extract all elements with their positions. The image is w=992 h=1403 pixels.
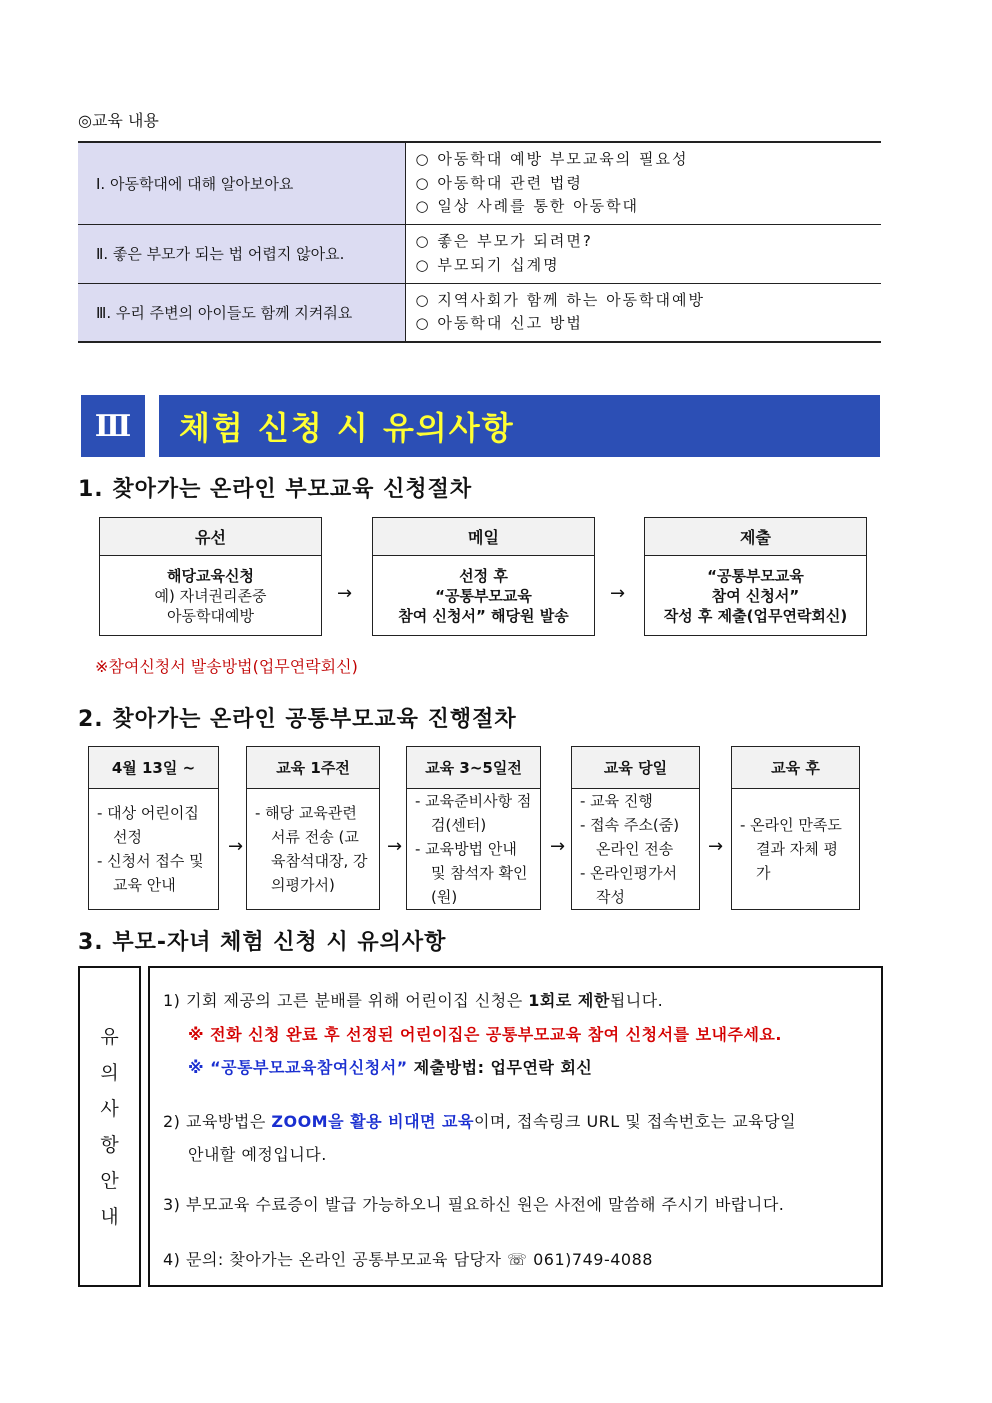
step-title: 메일	[373, 518, 594, 556]
step-title: 제출	[645, 518, 866, 556]
submission-note: ※참여신청서 발송방법(업무연락회신)	[95, 657, 358, 676]
proc2-step-2	[246, 746, 380, 910]
table-row	[78, 224, 881, 283]
notice-text: 제출방법: 업무연락 회신	[407, 1058, 593, 1077]
side-char: 의	[100, 1061, 119, 1084]
side-char: 항	[100, 1133, 119, 1156]
notice-emphasis: ※ “공통부모교육참여신청서”	[188, 1058, 408, 1077]
arrow-right-icon: →	[228, 836, 244, 857]
items-cell	[405, 224, 881, 283]
topic-cell: Ⅰ. 아동학대에 대해 알아보아요	[78, 142, 405, 224]
step-line: “공통부모교육	[707, 567, 804, 585]
proc1-heading: 1. 찾아가는 온라인 부모교육 신청절차	[78, 477, 473, 502]
notice-item-1	[163, 988, 663, 1011]
proc2-heading: 2. 찾아가는 온라인 공통부모교육 진행절차	[78, 707, 517, 732]
list-item: - 교육준비사항 점검(센터)	[415, 792, 532, 834]
table-row	[78, 142, 881, 224]
list-item: - 접속 주소(줌) 온라인 전송	[580, 816, 680, 858]
notice-emphasis: 1회로 제한	[528, 991, 610, 1010]
notice-text: 2) 교육방법은	[163, 1112, 272, 1131]
step-body	[645, 556, 866, 636]
side-char: 안	[100, 1169, 119, 1192]
step-title: 교육 3~5일전	[407, 747, 540, 789]
side-char: 유	[100, 1025, 119, 1048]
notice-text: 됩니다.	[609, 991, 664, 1010]
step-title: 유선	[100, 518, 321, 556]
step-body	[100, 556, 321, 636]
side-char: 내	[100, 1205, 119, 1228]
proc1-step-mail	[372, 517, 595, 636]
list-item: ○ 아동학대 신고 방법	[415, 314, 583, 333]
proc2-step-5	[731, 746, 860, 910]
notice-item-2-cont: 안내할 예정입니다.	[188, 1145, 327, 1164]
step-body	[732, 789, 859, 909]
step-title: 교육 후	[732, 747, 859, 789]
items-cell	[405, 142, 881, 224]
step-body	[373, 556, 594, 636]
notice-content-box	[148, 966, 883, 1287]
step-body	[247, 789, 379, 909]
step-line: 아동학대예방	[167, 607, 254, 625]
step-body	[89, 789, 218, 909]
list-item: - 대상 어린이집 선정	[97, 804, 199, 846]
proc2-step-4	[571, 746, 700, 910]
proc1-step-phone	[99, 517, 322, 636]
list-item: ○ 아동학대 예방 부모교육의 필요성	[415, 150, 689, 168]
proc1-step-submit	[644, 517, 867, 636]
list-item: - 온라인평가서 작성	[580, 864, 678, 906]
list-item: - 해당 교육관련 서류 전송 (교육참석대장, 강의평가서)	[255, 804, 368, 894]
edu-contents-table	[78, 141, 881, 343]
step-title: 4월 13일 ~	[89, 747, 218, 789]
list-item: ○ 좋은 부모가 되려면?	[415, 232, 593, 250]
step-line: 선정 후	[459, 567, 508, 585]
step-title: 교육 1주전	[247, 747, 379, 789]
notice-sub-1: ※ 전화 신청 완료 후 선정된 어린이집은 공통부모교육 참여 신청서를 보내주세요.	[188, 1025, 782, 1044]
list-item: ○ 아동학대 관련 법령	[415, 173, 583, 192]
list-item: ○ 일상 사례를 통한 아동학대	[415, 197, 640, 215]
list-item: ○ 부모되기 십계명	[415, 255, 560, 274]
notice-item-4: 4) 문의: 찾아가는 온라인 공통부모교육 담당자 ☏ 061)749-4088	[163, 1250, 653, 1269]
list-item: - 온라인 만족도 결과 자체 평가	[740, 816, 842, 882]
notice-item-3: 3) 부모교육 수료증이 발급 가능하오니 필요하신 원은 사전에 말씀해 주시기 바랍니다.	[163, 1195, 785, 1214]
arrow-right-icon: →	[708, 836, 724, 857]
items-cell	[405, 283, 881, 342]
notice-text: 1) 기회 제공의 고른 분배를 위해 어린이집 신청은	[163, 991, 529, 1010]
notice-text: 이며, 접속링크 URL 및 접속번호는 교육당일	[473, 1112, 797, 1131]
step-body	[572, 789, 699, 909]
topic-cell: Ⅱ. 좋은 부모가 되는 법 어렵지 않아요.	[78, 224, 405, 283]
step-body	[407, 789, 540, 909]
notice-side-label	[78, 966, 141, 1287]
step-title: 교육 당일	[572, 747, 699, 789]
list-item: - 신청서 접수 및 교육 안내	[97, 852, 204, 894]
edu-contents-heading: ◎교육 내용	[78, 111, 159, 130]
arrow-right-icon: →	[550, 836, 566, 857]
topic-cell: Ⅲ. 우리 주변의 아이들도 함께 지켜줘요	[78, 283, 405, 342]
list-item: ○ 지역사회가 함께 하는 아동학대예방	[415, 290, 706, 309]
list-item: - 교육방법 안내 및 참석자 확인(원)	[415, 840, 528, 906]
notice-emphasis: ZOOM을 활용 비대면 교육	[271, 1112, 474, 1131]
step-line: 참여 신청서” 해당원 발송	[398, 607, 569, 625]
arrow-right-icon: →	[610, 583, 626, 604]
table-row	[78, 283, 881, 342]
notice-heading: 3. 부모-자녀 체험 신청 시 유의사항	[78, 930, 447, 955]
arrow-right-icon: →	[337, 583, 353, 604]
step-line: 예) 자녀권리존중	[154, 587, 267, 605]
list-item: - 교육 진행	[580, 792, 653, 810]
step-line: 작성 후 제출(업무연락회신)	[663, 607, 848, 625]
step-line: “공통부모교육	[435, 587, 532, 605]
notice-item-2	[163, 1109, 796, 1132]
section-title: 체험 신청 시 유의사항	[159, 395, 880, 457]
proc2-step-1	[88, 746, 219, 910]
step-line: 해당교육신청	[167, 567, 254, 585]
proc2-step-3	[406, 746, 541, 910]
notice-sub-2	[188, 1055, 592, 1078]
side-char: 사	[100, 1097, 119, 1120]
section-number-badge: Ⅲ	[81, 395, 145, 457]
arrow-right-icon: →	[387, 836, 403, 857]
step-line: 참여 신청서”	[711, 587, 800, 605]
